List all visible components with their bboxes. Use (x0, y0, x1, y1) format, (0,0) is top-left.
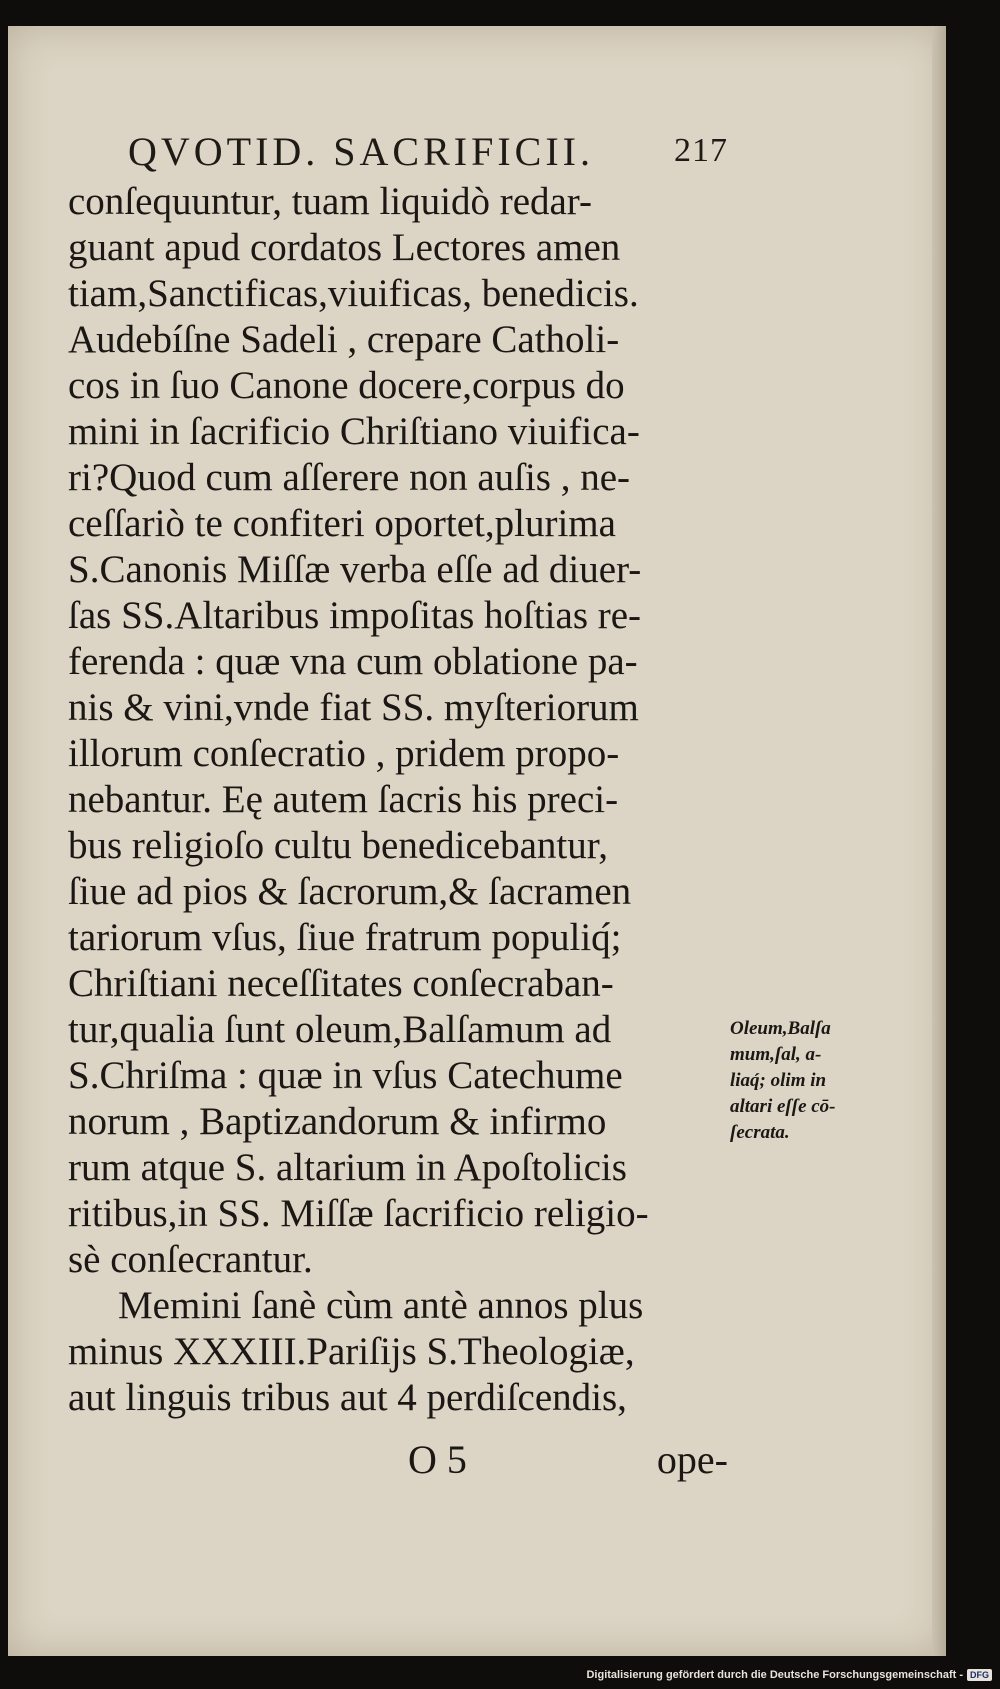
text-line: Audebíſne Sadeli , crepare Catholi- (68, 318, 620, 361)
text-line: ri?Quod cum aſſerere non auſis , ne- (68, 456, 631, 499)
text-line: conſequuntur, tuam liquidò redar- (68, 180, 593, 223)
text-line: ferenda : quæ vna cum oblatione pa- (68, 640, 638, 683)
text-line: mum,ſal, a- (730, 1044, 822, 1065)
catchword: ope- (656, 1437, 728, 1482)
paragraph-2 (68, 1283, 728, 1421)
text-line: S.Canonis Miſſæ verba eſſe ad diuer- (68, 548, 642, 591)
text-line: Memini ſanè cùm antè annos plus (118, 1284, 644, 1327)
signature-mark: O 5 (408, 1437, 467, 1482)
text-line: minus XXXIII.Pariſijs S.Theologiæ, (68, 1330, 635, 1373)
page-number: 217 (674, 132, 728, 169)
text-line: aut linguis tribus aut 4 perdiſcendis, (68, 1376, 627, 1419)
text-line: sè conſecrantur. (68, 1238, 313, 1281)
text-line: cos in ſuo Canone docere,corpus do (68, 364, 625, 407)
text-line: altari eſſe cō- (730, 1096, 836, 1117)
text-line: liaq́; olim in (730, 1070, 827, 1091)
paragraph-1 (68, 179, 728, 1283)
main-text (68, 179, 728, 1421)
text-line: tiam,Sanctificas,viuificas, benedicis. (68, 272, 639, 315)
text-line: Oleum,Balſa (730, 1018, 831, 1039)
text-line: illorum conſecratio , pridem propo- (68, 732, 620, 775)
text-line: nis & vini,vnde fiat SS. myſteriorum (68, 686, 639, 729)
running-header (128, 126, 728, 176)
dfg-logo-icon: DFG (967, 1669, 992, 1681)
text-line: ritibus,in SS. Miſſæ ſacrificio religio- (68, 1192, 649, 1235)
text-line: guant apud cordatos Lectores amen (68, 226, 621, 269)
text-line: ſiue ad pios & ſacrorum,& ſacramen (68, 870, 632, 913)
marginal-note (730, 1016, 890, 1146)
text-line: nebantur. Eę autem ſacris his preci- (68, 778, 619, 821)
text-line: tariorum vſus, ſiue fratrum populiq́; (68, 916, 622, 959)
book-page (8, 26, 946, 1656)
text-line: mini in ſacrificio Chriſtiano viuifica- (68, 410, 640, 453)
text-line: ſecrata. (730, 1122, 790, 1143)
text-line: bus religioſo cultu benedicebantur, (68, 824, 608, 867)
page-edge (932, 26, 946, 1656)
credit-text: Digitalisierung gefördert durch die Deutsche Forschungsgemeinschaft - (586, 1669, 963, 1681)
text-line: rum atque S. altarium in Apoſtolicis (68, 1146, 627, 1189)
text-line: tur,qualia ſunt oleum,Balſamum ad (68, 1008, 612, 1051)
text-line: ceſſariò te confiteri oportet,plurima (68, 502, 616, 545)
text-line: ſas SS.Altaribus impoſitas hoſtias re- (68, 594, 642, 637)
running-title: QVOTID. SACRIFICII. (128, 128, 594, 174)
text-line: Chriſtiani neceſſitates conſecraban- (68, 962, 614, 1005)
text-line: S.Chriſma : quæ in vſus Catechume (68, 1054, 623, 1097)
digitization-credit (586, 1665, 992, 1685)
text-line: norum , Baptizandorum & infirmo (68, 1100, 607, 1143)
page-footer (408, 1436, 728, 1483)
